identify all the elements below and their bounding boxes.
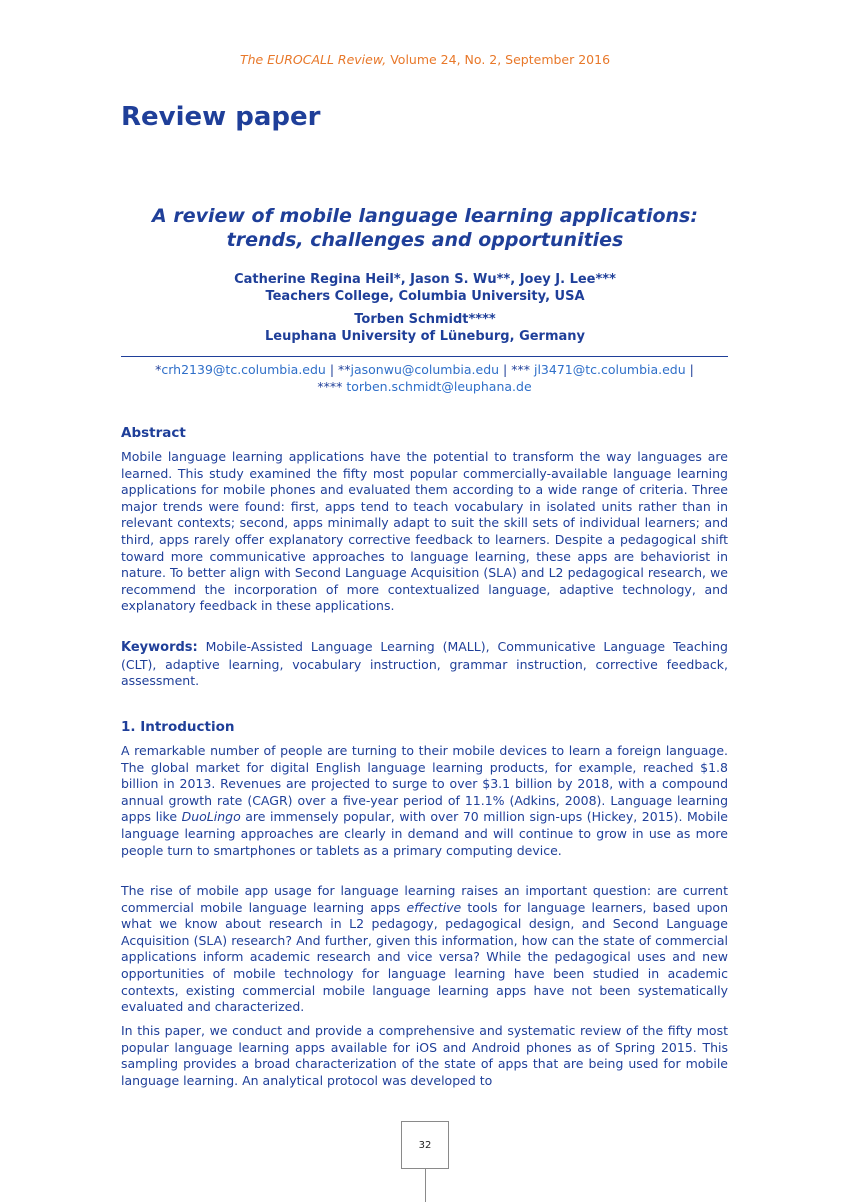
email-sep-1: | (325, 362, 339, 377)
email-mark-2: ** (338, 362, 351, 377)
journal-header (0, 52, 850, 67)
keywords-label: Keywords: (121, 640, 198, 655)
abstract-heading: Abstract (121, 425, 186, 441)
paper-title (100, 204, 750, 252)
affiliation-2: Leuphana University of Lüneburg, Germany (264, 329, 586, 344)
intro-p1-b: are immensely popular, with over 70 million sign-ups (Hickey, 2015). Mobile language learning approaches are clearly in demand and will continue to grow in use as more people turn to smartphones or tablets as a primary computing device. (121, 809, 728, 858)
section-label: Review paper (121, 102, 321, 132)
affiliation-1: Teachers College, Columbia University, USA (265, 289, 585, 304)
email-block (121, 361, 728, 395)
intro-p2-em: effective (406, 899, 462, 915)
author-names-2: Torben Schmidt**** (354, 312, 496, 327)
title-line-2: trends, challenges and opportunities (226, 229, 624, 251)
email-mark-3: *** (511, 362, 534, 377)
intro-p1-em: DuoLingo (181, 809, 241, 825)
intro-paragraph-3: In this paper, we conduct and provide a comprehensive and systematic review of the fifty most popular language learning apps available for iOS and Android phones as of Spring 2015. This sampling provides a broad characterization of the state of apps that are being used for mobile language learning. An analytical protocol was developed to (121, 1023, 728, 1088)
keywords-text: Mobile-Assisted Language Learning (MALL), Communicative Language Teaching (CLT), adaptive learning, vocabulary instruction, grammar instruction, corrective feedback, assessment. (121, 639, 728, 689)
intro-p2-a: The rise of mobile app usage for language learning raises an important question: are current commercial mobile language learning apps (121, 883, 728, 915)
email-mark-1: * (155, 362, 162, 377)
intro-p1-a: A remarkable number of people are turning to their mobile devices to learn a foreign language. The global market for digital English language learning products, for example, reached $1.8 billion in 2013. Revenues are projected to surge to over $3.1 billion by 2018, with a compound annual growth rate (CAGR) over a five-year period of 11.1% (Adkins, 2008). Language learning apps like (121, 743, 728, 825)
page-number: 32 (401, 1121, 449, 1169)
introduction-heading: 1. Introduction (121, 719, 235, 735)
email-link-4[interactable]: torben.schmidt@leuphana.de (346, 379, 532, 394)
email-link-3[interactable]: jl3471@tc.columbia.edu (533, 362, 686, 377)
email-sep-2: | (499, 362, 512, 377)
intro-paragraph-2 (121, 883, 728, 1016)
abstract-text: Mobile language learning applications have the potential to transform the way languages are learned. This study examined the fifty most popular commercially-available language learning applications for mobile phones and evaluated them according to a wide range of criteria. Three major trends were found: first, apps tend to teach vocabulary in isolated units rather than in relevant contexts; second, apps minimally adapt to suit the skill sets of individual learners; and third, apps rarely offer explanatory corrective feedback to learners. Despite a pedagogical shift toward more communicative approaches to language learning, these apps are behaviorist in nature. To better align with Second Language Acquisition (SLA) and L2 pedagogical research, we recommend the incorporation of more contextualized language, adaptive technology, and explanatory feedback in these applications. (121, 449, 728, 614)
page-number-line (425, 1169, 426, 1202)
intro-paragraph-1 (121, 743, 728, 859)
email-sep-3: | (685, 362, 694, 377)
email-link-2[interactable]: jasonwu@columbia.edu (350, 362, 500, 377)
email-link-1[interactable]: crh2139@tc.columbia.edu (161, 362, 326, 377)
journal-issue: Volume 24, No. 2, September 2016 (386, 52, 611, 67)
email-mark-4: **** (317, 379, 347, 394)
title-line-1: A review of mobile language learning applications: (152, 205, 698, 227)
journal-name: The EUROCALL Review, (239, 52, 387, 67)
divider (121, 356, 728, 357)
author-block (100, 271, 750, 345)
intro-p2-b: tools for language learners, based upon what we know about research in L2 pedagogy, pedagogical design, and Second Language Acquisition (SLA) research? And further, given this information, how can the state of commercial applications inform academic research and vice versa? While the pedagogical uses and new opportunities of mobile technology for language learning have been studied in academic contexts, existing commercial mobile language learning apps have not been systematically evaluated and characterized. (121, 899, 729, 1015)
keywords (121, 639, 728, 690)
author-names-1: Catherine Regina Heil*, Jason S. Wu**, Joey J. Lee*** (234, 272, 616, 287)
